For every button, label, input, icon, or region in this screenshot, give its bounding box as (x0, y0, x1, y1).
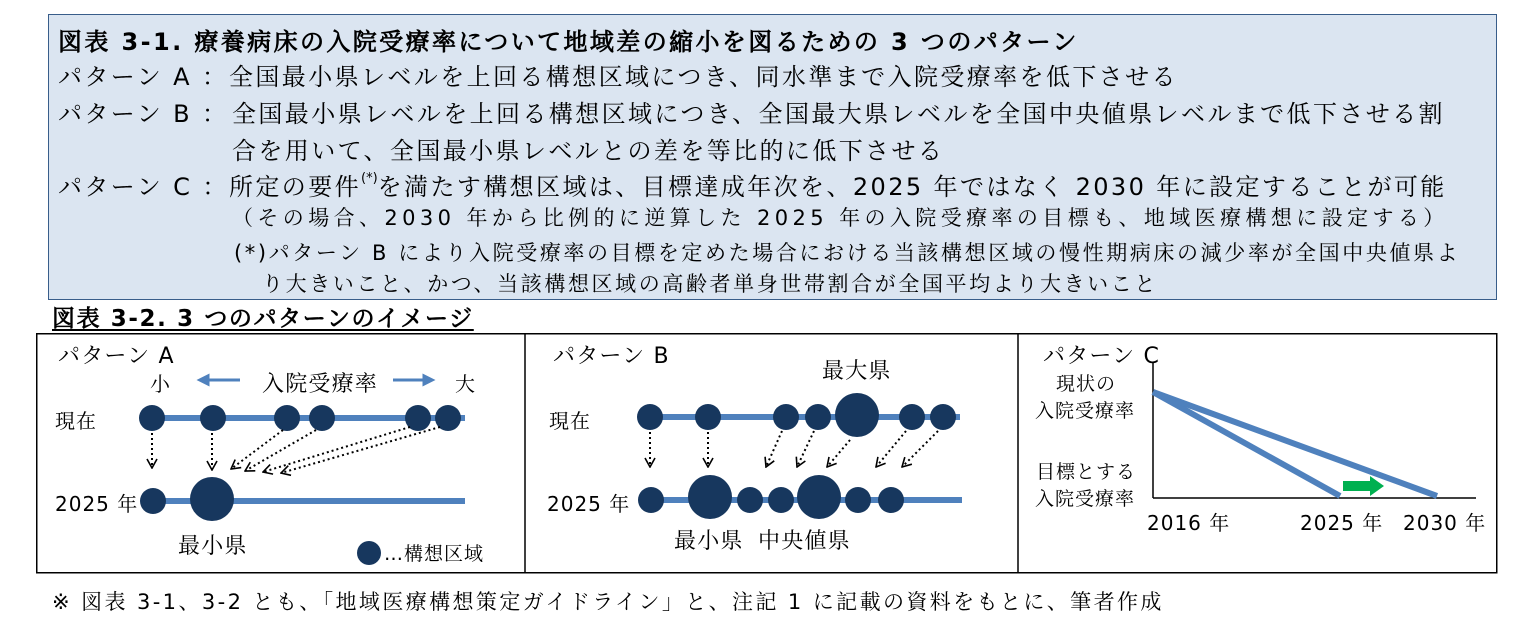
district-circle (768, 487, 794, 513)
current-rate-label-line-2: 入院受療率 (1035, 400, 1136, 422)
panel-c-title: パターン C (1043, 344, 1161, 369)
target-rate-label-line-2: 入院受療率 (1035, 488, 1136, 510)
district-circle (200, 405, 226, 431)
pattern-b-text-line-1: 全国最小県レベルを上回る構想区域につき、全国最大県レベルを全国中央値県レベルまで低下させる割 (232, 100, 1445, 128)
pattern-c-text (229, 171, 1447, 201)
source-footnote: ※ 図表 3-1、3-2 とも、「地域医療構想策定ガイドライン」と、注記 1 に記載の資料をもとに、筆者作成 (52, 590, 1164, 614)
panel-b (547, 344, 962, 554)
pattern-a-text: 全国最小県レベルを上回る構想区域につき、同水準まで入院受療率を低下させる (229, 63, 1178, 91)
min-pref-circle (190, 477, 234, 521)
pattern-c-sub-note: （その場合、2030 年から比例的に逆算した 2025 年の入院受療率の目標も、地域医療構想に設定する） (232, 206, 1449, 230)
reduction-arrow (902, 431, 938, 467)
district-circle (805, 404, 831, 430)
panel-a-title: パターン A (58, 344, 175, 369)
district-circle (899, 404, 925, 430)
figure-3-1-title: 図表 3-1. 療養病床の入院受療率について地域差の縮小を図るための 3 つのパターン (58, 28, 1079, 56)
pattern-a-label: パターン A ： (58, 63, 229, 91)
panel-a (55, 344, 484, 565)
median-pref-label: 中央値県 (758, 529, 851, 554)
district-circle (274, 405, 300, 431)
district-circle (637, 404, 663, 430)
max-pref-label: 最大県 (822, 359, 892, 384)
district-circle (930, 404, 956, 430)
patterns-diagram (36, 333, 1498, 575)
panel-b-title: パターン B (553, 344, 670, 369)
target-year-row-label: 2025 年 (55, 492, 139, 516)
rate-decline-2025-line (1153, 392, 1340, 496)
reduction-arrow (245, 430, 316, 471)
panel-c (1035, 344, 1486, 535)
rate-decline-2030-line (1153, 392, 1437, 496)
current-row-label: 現在 (549, 409, 591, 433)
district-circle (638, 487, 664, 513)
target-rate-label-line-1: 目標とする (1036, 461, 1137, 483)
reduction-arrow (263, 427, 410, 472)
rate-axis-label: 入院受療率 (262, 372, 379, 397)
reduction-arrow (766, 431, 782, 467)
min-pref-label: 最小県 (674, 529, 744, 554)
requirement-note-line-1: (*)パターン B により入院受療率の目標を定めた場合における当該構想区域の慢性期病床の減少率が全国中央値県よ (234, 241, 1461, 265)
reduction-arrow (797, 431, 814, 467)
pattern-b-label: パターン B ： (58, 100, 229, 128)
reduction-arrow (281, 427, 440, 473)
median-pref-circle (797, 475, 841, 519)
target-year-row-label: 2025 年 (547, 492, 631, 516)
district-circle (773, 404, 799, 430)
min-pref-label: 最小県 (178, 534, 248, 559)
max-pref-circle (835, 393, 879, 437)
current-row-label: 現在 (55, 409, 97, 433)
district-circle (878, 487, 904, 513)
pattern-c-text-pre: 所定の要件 (229, 173, 361, 201)
reduction-arrow (876, 431, 906, 467)
x-tick-label: 2025 年 (1300, 511, 1384, 535)
requirement-note-line-2: り大きいこと、かつ、当該構想区域の高齢者単身世帯割合が全国平均より大きいこと (262, 272, 1158, 296)
district-circle (139, 405, 165, 431)
pattern-c-text-post: を満たす構想区域は、目標達成年次を、2025 年ではなく 2030 年に設定することが可能 (377, 173, 1447, 201)
district-circle (309, 405, 335, 431)
scale-large-label: 大 (455, 372, 476, 396)
x-tick-label: 2016 年 (1147, 511, 1231, 535)
reduction-arrow (827, 440, 850, 467)
district-circle (140, 488, 166, 514)
district-circle (845, 487, 871, 513)
district-circle (695, 404, 721, 430)
legend-label: …構想区域 (384, 543, 485, 565)
legend-circle-icon (357, 541, 381, 565)
pattern-c-note-mark: (*) (361, 171, 378, 186)
pattern-c-label: パターン C ： (58, 173, 229, 201)
deadline-shift-arrow-icon (1343, 476, 1384, 496)
scale-small-label: 小 (150, 372, 171, 396)
pattern-b-text-line-2: 合を用いて、全国最小県レベルとの差を等比的に低下させる (232, 137, 945, 165)
x-tick-label: 2030 年 (1403, 511, 1487, 535)
district-circle (737, 487, 763, 513)
current-rate-label-line-1: 現状の (1056, 373, 1117, 395)
reduction-arrow (231, 430, 283, 469)
min-pref-circle (688, 475, 732, 519)
figure-3-2-title: 図表 3-2. 3 つのパターンのイメージ (52, 306, 474, 332)
